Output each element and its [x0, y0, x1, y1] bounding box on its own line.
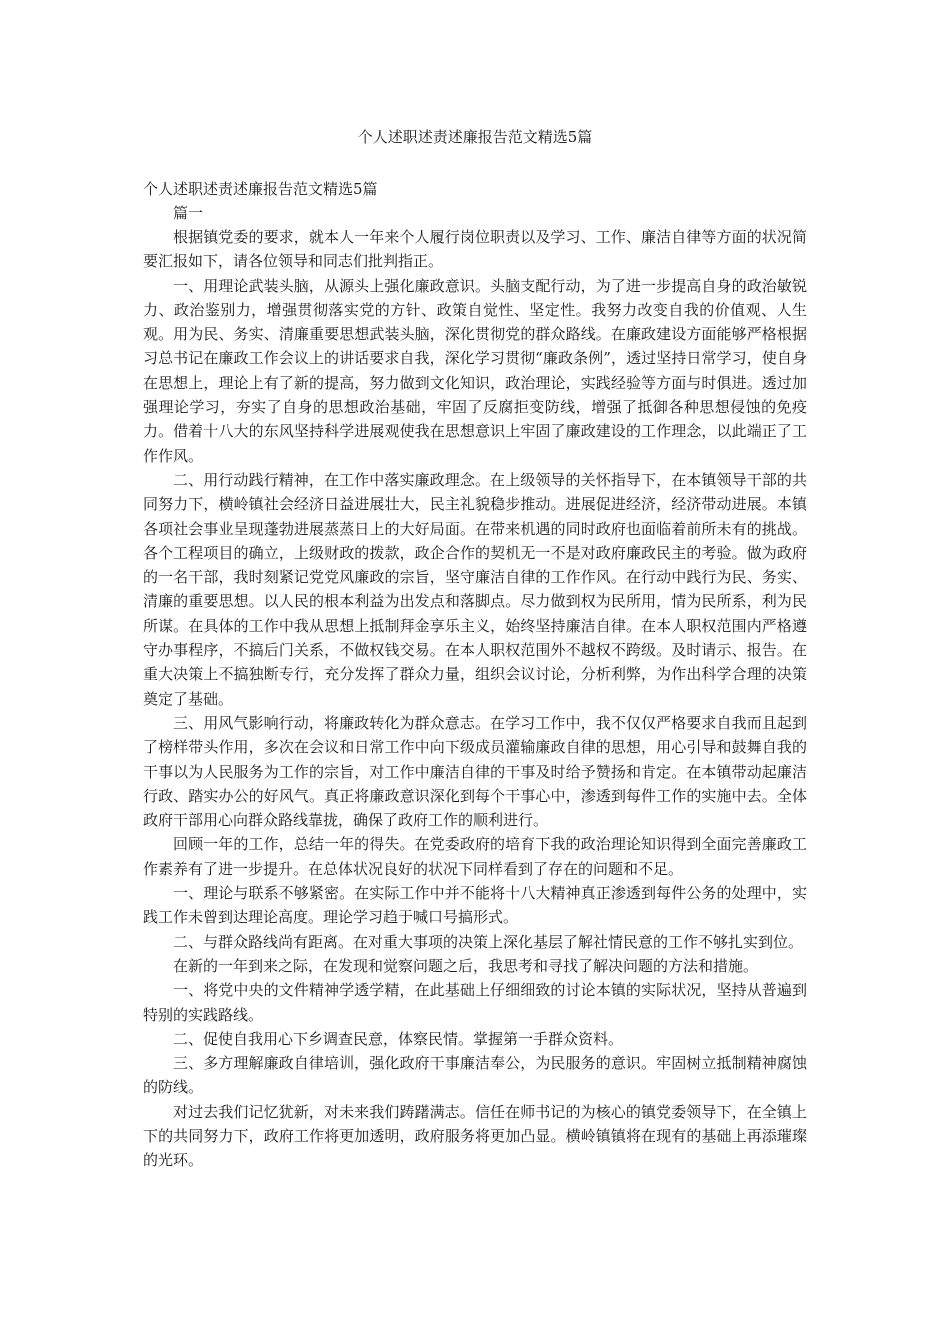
paragraph-problem-1: 一、理论与联系不够紧密。在实际工作中并不能将十八大精神真正渗透到每件公务的处理中，实践工作未曾到达理论高度。理论学习趋于喊口号搞形式。 [143, 884, 807, 927]
document-title: 个人述职述责述廉报告范文精选5篇 [357, 128, 593, 146]
paragraph-plan-2: 二、促使自我用心下乡调查民意，体察民情。掌握第一手群众资料。 [173, 1029, 624, 1048]
paragraph-intro: 根据镇党委的要求，就本人一年来个人履行岗位职责以及学习、工作、廉洁自律等方面的状况简要汇报如下，请各位领导和同志们批判指正。 [143, 228, 807, 271]
paragraph-problem-2: 二、与群众路线尚有距离。在对重大事项的决策上深化基层了解社情民意的工作不够扎实到位。 [173, 932, 804, 951]
paragraph-review: 回顾一年的工作，总结一年的得失。在党委政府的培育下我的政治理论知识得到全面完善廉政工作素养有了进一步提升。在总体状况良好的状况下同样看到了存在的问题和不足。 [143, 835, 807, 878]
paragraph-point-2: 二、用行动践行精神，在工作中落实廉政理念。在上级领导的关怀指导下，在本镇领导干部的共同努力下，横岭镇社会经济日益进展壮大，民主礼貌稳步推动。进展促进经济，经济带动进展。本镇各项社会事业呈现蓬勃进展蒸蒸日上的大好局面。在带来机遇的同时政府也面临着前所未有的挑战。各个工程项目的确立，上级财政的拨款，政企合作的契机无一不是对政府廉政民主的考验。做为政府的一名干部，我时刻紧记党党风廉政的宗旨，坚守廉洁自律的工作作风。在行动中践行为民、务实、清廉的重要思想。以人民的根本利益为出发点和落脚点。尽力做到权为民所用，情为民所系，利为民所谋。在具体的工作中我从思想上抵制拜金享乐主义，始终坚持廉洁自律。在本人职权范围内严格遵守办事程序，不搞后门关系，不做权钱交易。在本人职权范围外不越权不跨级。及时请示、报告。在重大决策上不搞独断专行，充分发挥了群众力量，组织会议讨论，分析利弊，为作出科学合理的决策奠定了基础。 [143, 470, 807, 708]
paragraph-point-1: 一、用理论武装头脑，从源头上强化廉政意识。头脑支配行动，为了进一步提高自身的政治敏锐力、政治鉴别力，增强贯彻落实党的方针、政策自觉性、坚定性。我努力改变自我的价值观、人生观。用为民、务实、清廉重要思想武装头脑，深化贯彻党的群众路线。在廉政建设方面能够严格根据习总书记在廉政工作会议上的讲话要求自我，深化学习贯彻“廉政条例”，透过坚持日常学习，使自身在思想上，理论上有了新的提高，努力做到文化知识，政治理论，实践经验等方面与时俱进。透过加强理论学习，夯实了自身的思想政治基础，牢固了反腐拒变防线，增强了抵御各种思想侵蚀的免疫力。借着十八大的东风坚持科学进展观使我在思想意识上牢固了廉政建设的工作理念，以此端正了工作作风。 [143, 276, 807, 465]
paragraph-plan-3: 三、多方理解廉政自律培训，强化政府干事廉洁奉公，为民服务的意识。牢固树立抵制精神腐蚀的防线。 [143, 1054, 807, 1097]
section-label: 篇一 [173, 204, 204, 222]
paragraph-plan-1: 一、将党中央的文件精神学透学精，在此基础上仔细细致的讨论本镇的实际状况，坚持从普遍到特别的实践路线。 [143, 981, 807, 1024]
paragraph-plan-intro: 在新的一年到来之际，在发现和觉察问题之后，我思考和寻找了解决问题的方法和措施。 [173, 956, 759, 975]
paragraph-point-3: 三、用风气影响行动，将廉政转化为群众意志。在学习工作中，我不仅仅严格要求自我而且起到了榜样带头作用，多次在会议和日常工作中向下级成员灌输廉政自律的思想，用心引导和鼓舞自我的干事以为人民服务为工作的宗旨，对工作中廉洁自律的干事及时给予赞扬和肯定。在本镇带动起廉洁行政、踏实办公的好风气。真正将廉政意识深化到每个干事心中，渗透到每件工作的实施中去。全体政府干部用心向群众路线靠拢，确保了政府工作的顺利进行。 [143, 713, 807, 830]
document-body [143, 177, 807, 1173]
paragraph-conclusion: 对过去我们记忆犹新，对未来我们踌躇满志。信任在师书记的为核心的镇党委领导下，在全镇上下的共同努力下，政府工作将更加透明，政府服务将更加凸显。横岭镇镇将在现有的基础上再添璀璨的光环。 [143, 1102, 807, 1170]
document-subtitle: 个人述职述责述廉报告范文精选5篇 [143, 180, 378, 198]
